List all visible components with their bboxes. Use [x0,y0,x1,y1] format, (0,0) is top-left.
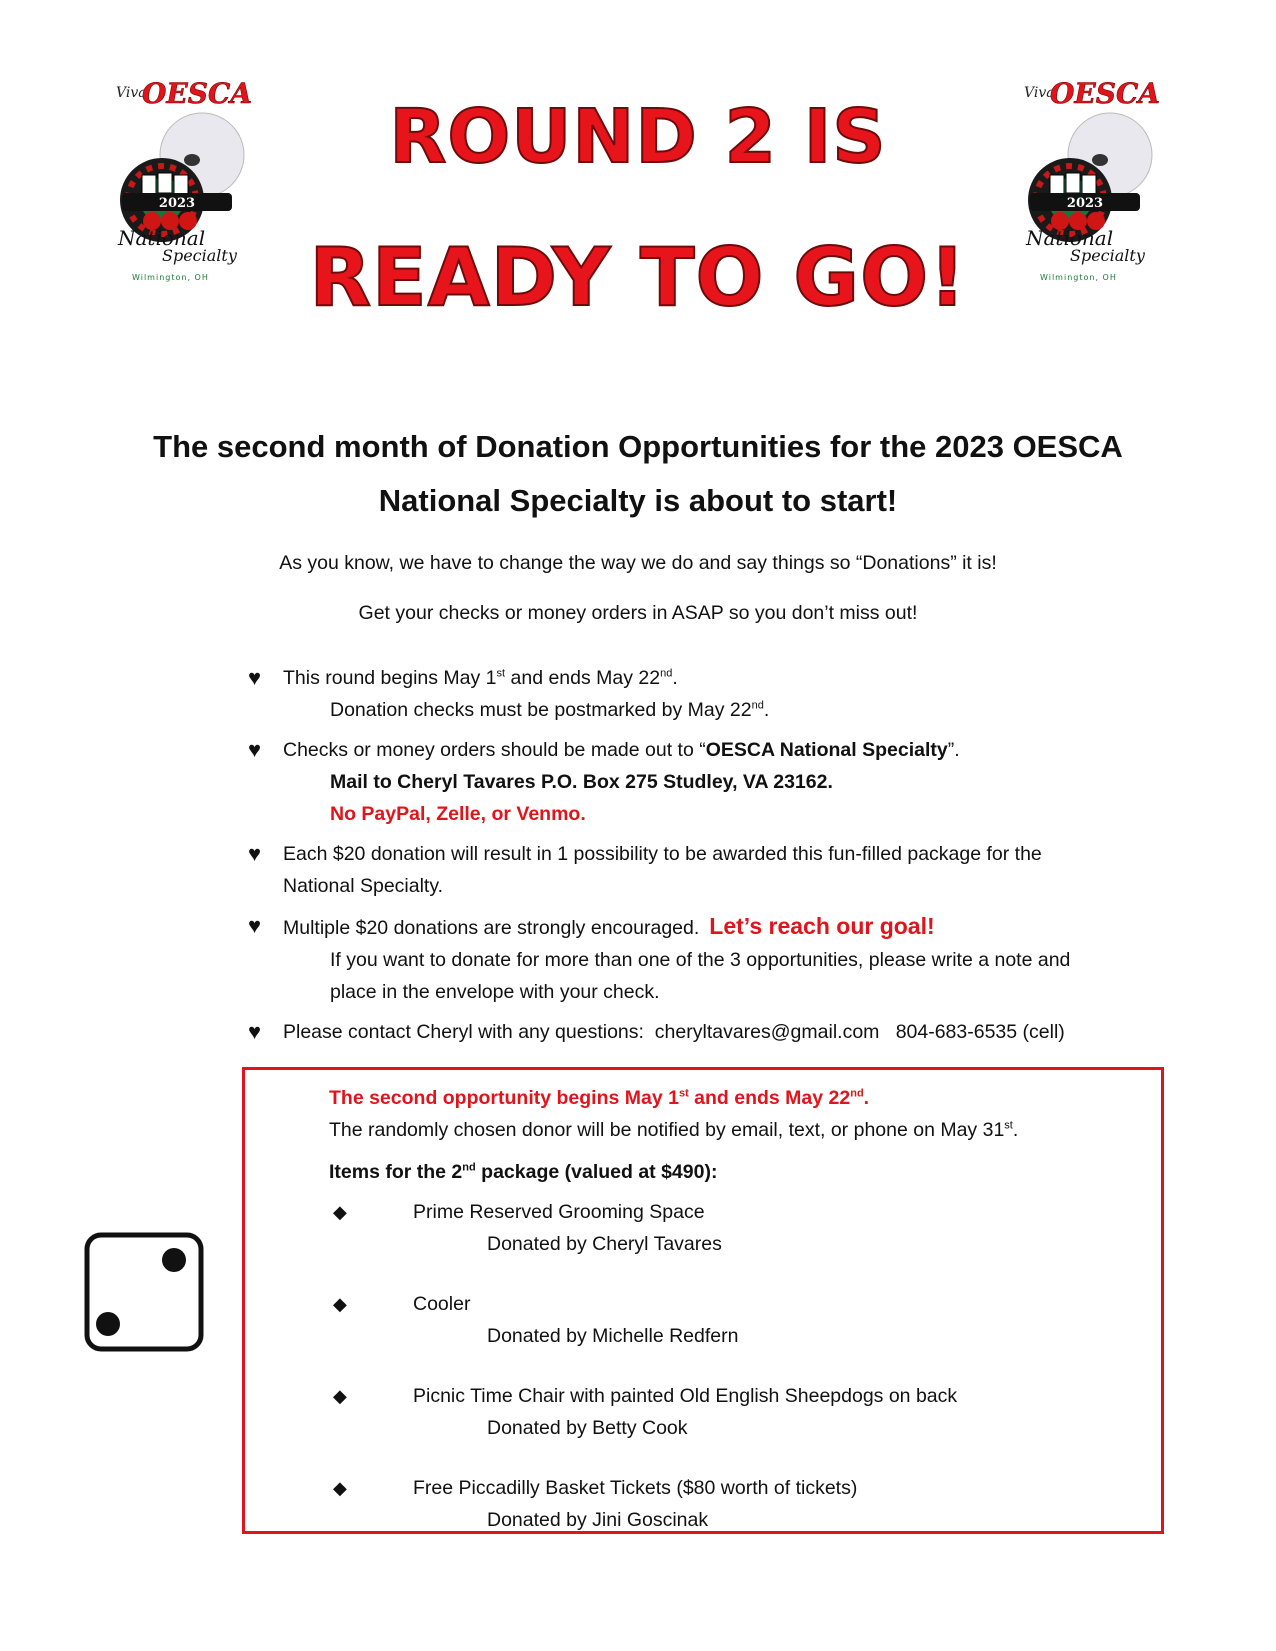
bullet-text: Each $20 donation will result in 1 possibility to be awarded this fun-filled package for the [283,843,1042,865]
diamond-icon: ◆ [333,1386,347,1406]
bullet-text: and ends May 22 [505,667,661,689]
contact-email: cheryltavares@gmail.com [654,1021,880,1043]
bullet-text: place in the envelope with your check. [330,981,660,1003]
item-name: Picnic Time Chair with painted Old English Sheepdogs on back [413,1385,958,1407]
contact-phone: 804-683-6535 (cell) [895,1021,1065,1043]
playing-card [142,175,156,195]
oesca-logo-graphic [1020,75,1170,285]
item-name: Free Piccadilly Basket Tickets ($80 worth of tickets) [413,1477,858,1499]
items-title [329,1156,1149,1188]
box-content [329,1082,1149,1536]
bullet-dates [248,662,1178,726]
oesca-logo-right [1020,75,1170,285]
bullet-donation-value [248,838,1178,902]
box-text: The second opportunity begins May 1 [329,1087,679,1109]
mailing-address: Mail to Cheryl Tavares P.O. Box 275 Studley, VA 23162. [330,771,833,793]
diamond-icon: ◆ [333,1478,347,1498]
item-donor: Donated by Betty Cook [487,1417,688,1439]
opportunity-dates [329,1082,1149,1114]
box-text: and ends May 22 [688,1087,851,1109]
heart-icon: ♥ [248,841,262,866]
headline-line1: ROUND 2 IS [389,94,887,180]
playing-card [174,175,188,195]
notification-note [329,1114,1149,1146]
bullet-text: Please contact Cheryl with any questions: [283,1021,644,1043]
headline-line2: READY TO GO! [309,231,967,324]
ordinal-suffix: nd [462,1161,476,1174]
bullet-text: ”. [947,739,960,761]
ordinal-suffix: st [496,667,506,680]
second-opportunity-box [242,1067,1164,1534]
bullet-text: Checks or money orders should be made out to “ [283,739,706,761]
box-text: package (valued at $490): [475,1161,718,1183]
package-item [329,1472,1149,1536]
ordinal-suffix: st [678,1087,689,1100]
logo-brand: OESCA [1050,77,1160,110]
playing-card [1050,175,1064,195]
dice-pip [96,1312,120,1336]
ordinal-suffix: nd [850,1087,864,1100]
box-text: . [863,1087,870,1109]
bullet-contact [248,1016,1178,1048]
bullet-payment [248,734,1178,830]
playing-card [1082,175,1096,195]
sheepdog-nose [184,154,200,166]
ordinal-suffix: nd [751,699,764,712]
heart-icon: ♥ [248,913,262,938]
item-name: Prime Reserved Grooming Space [413,1201,705,1223]
logo-location: Wilmington, OH [132,273,209,282]
item-donor: Donated by Jini Goscinak [487,1509,709,1531]
subtitle-line1: The second month of Donation Opportunities for the 2023 OESCA [153,429,1123,464]
bullet-text: This round begins May 1 [283,667,497,689]
oesca-logo-left [112,75,262,285]
heart-icon: ♥ [248,1019,262,1044]
item-donor: Donated by Michelle Redfern [487,1325,739,1347]
logo-location: Wilmington, OH [1040,273,1117,282]
bullet-text: . [672,667,678,689]
no-online-payment-note: No PayPal, Zelle, or Venmo. [330,803,586,825]
postmark-note: Donation checks must be postmarked by May 22 [330,699,752,721]
bullet-list [248,662,1178,1056]
dice-two-icon [84,1232,204,1352]
logo-event-line2: Specialty [162,246,237,265]
subtitle [100,420,1176,528]
logo-script-top: Viva [1024,85,1055,101]
item-donor: Donated by Cheryl Tavares [487,1233,722,1255]
subtitle-line2: National Specialty is about to start! [378,483,898,518]
box-text: Items for the 2 [329,1161,463,1183]
diamond-icon: ◆ [333,1294,347,1314]
oesca-logo-graphic [112,75,262,285]
diamond-icon: ◆ [333,1202,347,1222]
heart-icon: ♥ [248,737,262,762]
bullet-text: . [763,699,770,721]
playing-card [158,173,172,193]
heart-icon: ♥ [248,665,262,690]
package-item [329,1288,1149,1352]
ordinal-suffix: nd [660,667,673,680]
logo-event-line1: National [1026,226,1114,250]
sheepdog-nose [1092,154,1108,166]
dice-graphic [84,1232,204,1352]
logo-brand: OESCA [142,77,252,110]
item-name: Cooler [413,1293,471,1315]
logo-event-line1: National [118,226,206,250]
box-text: The randomly chosen donor will be notified by email, text, or phone on May 31 [329,1119,1005,1141]
logo-year: 2023 [1066,196,1104,211]
intro-line1: As you know, we have to change the way we do and say things so “Donations” it is! [279,552,997,574]
dice-pip [162,1248,186,1272]
package-item [329,1380,1149,1444]
bullet-text: National Specialty. [283,875,444,897]
ordinal-suffix: st [1004,1119,1013,1132]
goal-callout: Let’s reach our goal! [709,913,935,939]
bullet-text: Multiple $20 donations are strongly encouraged. [283,917,700,939]
logo-year: 2023 [158,196,196,211]
bullet-text: If you want to donate for more than one of the 3 opportunities, please write a note and [330,949,1071,971]
logo-script-top: Viva [116,85,147,101]
playing-card [1066,173,1080,193]
intro-line2: Get your checks or money orders in ASAP so you don’t miss out! [358,602,918,624]
bullet-multiple [248,910,1178,1008]
box-text: . [1012,1119,1019,1141]
package-item [329,1196,1149,1260]
payee-name: OESCA National Specialty [705,739,948,761]
logo-event-line2: Specialty [1070,246,1145,265]
